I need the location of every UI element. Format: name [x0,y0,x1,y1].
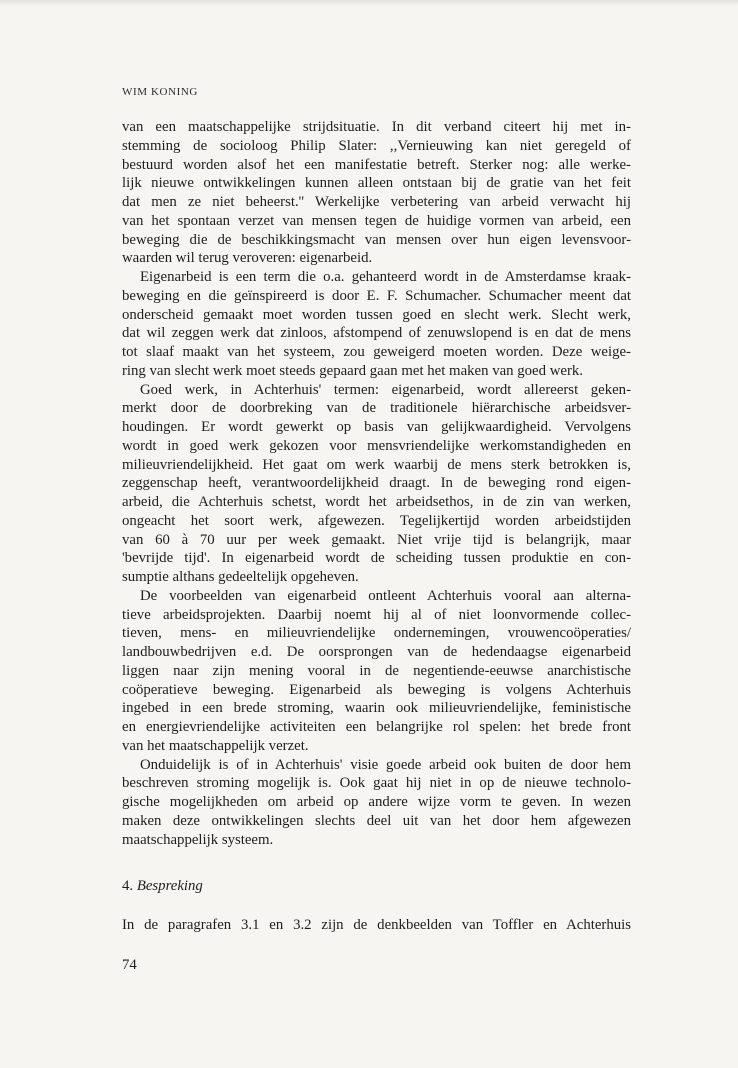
text-line: coöperatieve beweging. Eigenarbeid als beweging is volgens Achterhuis [122,681,631,698]
text-line: merkt door de doorbreking van de traditionele hiërarchische arbeidsver- [122,400,631,417]
text-line: arbeid, die Achterhuis schetst, wordt het arbeidsethos, in de zin van werken, [122,494,631,510]
page-top-shadow [0,0,738,6]
text-line: landbouwbedrijven e.d. De oorsprongen van de hedendaagse eigenarbeid [122,644,631,660]
text-line: ongeacht het soort werk, afgewezen. Tegelijkertijd worden arbeidstijden [122,512,631,529]
text-line: Goed werk, in Achterhuis' termen: eigenarbeid, wordt allereerst geken- [140,381,631,398]
text-line: van 60 à 70 uur per week gemaakt. Niet vrije tijd is belangrijk, maar [122,531,631,548]
paragraph [122,756,631,850]
paragraph [122,268,631,381]
paragraph [122,118,631,268]
text-line: lijk nieuwe ontwikkelingen kunnen alleen ontstaan bij de gratie van het feit [122,175,631,192]
text-line: van het spontaan verzet van mensen tegen de huidige vormen van arbeid, een [122,212,631,229]
text-line: onderscheid gemaakt moet worden tussen goed en slecht werk. Slecht werk, [122,306,631,323]
text-line: van het maatschappelijk verzet. [122,737,309,754]
text-line: dat men ze niet beheerst.'' Werkelijke verbetering van arbeid verwacht hij [122,194,631,210]
text-line: sumptie althans gedeeltelijk opgeheven. [122,569,359,585]
text-line: Onduidelijk is of in Achterhuis' visie goede arbeid ook buiten de door hem [140,756,631,773]
text-line: wordt in goed werk gekozen voor mensvriendelijke werkomstandigheden en [122,437,631,454]
text-line: en energievriendelijke activiteiten een belangrijke rol spelen: het brede front [122,719,631,735]
text-line: De voorbeelden van eigenarbeid ontleent Achterhuis vooral aan alterna- [140,587,631,604]
section-heading [122,877,203,896]
paragraph [122,381,631,587]
text-line: liggen naar zijn mening vooral in de negentiende-eeuwse anarchistische [122,662,631,679]
section-paragraph: In de paragrafen 3.1 en 3.2 zijn de denkbeelden van Toffler en Achterhuis [122,917,631,933]
text-line: 'bevrijde tijd'. In eigenarbeid wordt de scheiding tussen produktie en con- [122,550,631,567]
text-line: ingebed in een brede stroming, waarin ook milieuvriendelijke, feministische [122,700,631,717]
text-line: dat wil zeggen werk dat zinloos, afstompend of zenuwslopend is en dat de mens [122,325,631,342]
text-line: beschreven stroming mogelijk is. Ook gaat hij niet in op de nieuwe technolo- [122,775,631,792]
text-line: beweging die de beschikkingsmacht van mensen over hun eigen levensvoor- [122,231,631,248]
text-line: tieve arbeidsprojekten. Daarbij noemt hij al of niet loonvormende collec- [122,606,631,623]
text-line: maken deze ontwikkelingen slechts deel uit van het door hem afgewezen [122,812,631,829]
text-line: stemming de socioloog Philip Slater: ,,Vernieuwing kan niet geregeld of [122,137,631,154]
section-title: Bespreking [136,878,203,894]
page-number: 74 [122,957,137,973]
text-line: milieuvriendelijkheid. Het gaat om werk waarbij de mens sterk betrokken is, [122,456,631,473]
text-line: tieven, mens- en milieuvriendelijke ondernemingen, vrouwencoöperaties/ [122,625,631,642]
body-text [122,118,631,849]
text-line: bestuurd worden alsof het een manifestatie betreft. Sterker nog: alle werke- [122,156,631,173]
text-line: zeggenschap heeft, verantwoordelijkheid draagt. In de beweging rond eigen- [122,475,631,492]
paragraph [122,587,631,756]
text-line: houdingen. Er wordt gewerkt op basis van gelijkwaardigheid. Vervolgens [122,419,631,435]
text-line: Eigenarbeid is een term die o.a. gehanteerd wordt in de Amsterdamse kraak- [140,269,631,285]
text-line: van een maatschappelijke strijdsituatie. In dit verband citeert hij met in- [122,119,631,135]
running-head: WIM KONING [122,86,198,98]
text-line: ring van slecht werk moet steeds gepaard gaan met het maken van goed werk. [122,362,584,379]
text-line: waarden wil terug veroveren: eigenarbeid. [122,250,373,267]
text-line: tot slaaf maakt van het systeem, zou geweigerd moeten worden. Deze weige- [122,344,631,360]
text-line: gische mogelijkheden om arbeid op andere wijze vorm te geven. In wezen [122,794,631,810]
text-line: beweging en die geïnspireerd is door E. F. Schumacher. Schumacher meent dat [122,287,631,304]
section-number: 4. [122,878,134,894]
text-line: maatschappelijk systeem. [122,831,274,848]
